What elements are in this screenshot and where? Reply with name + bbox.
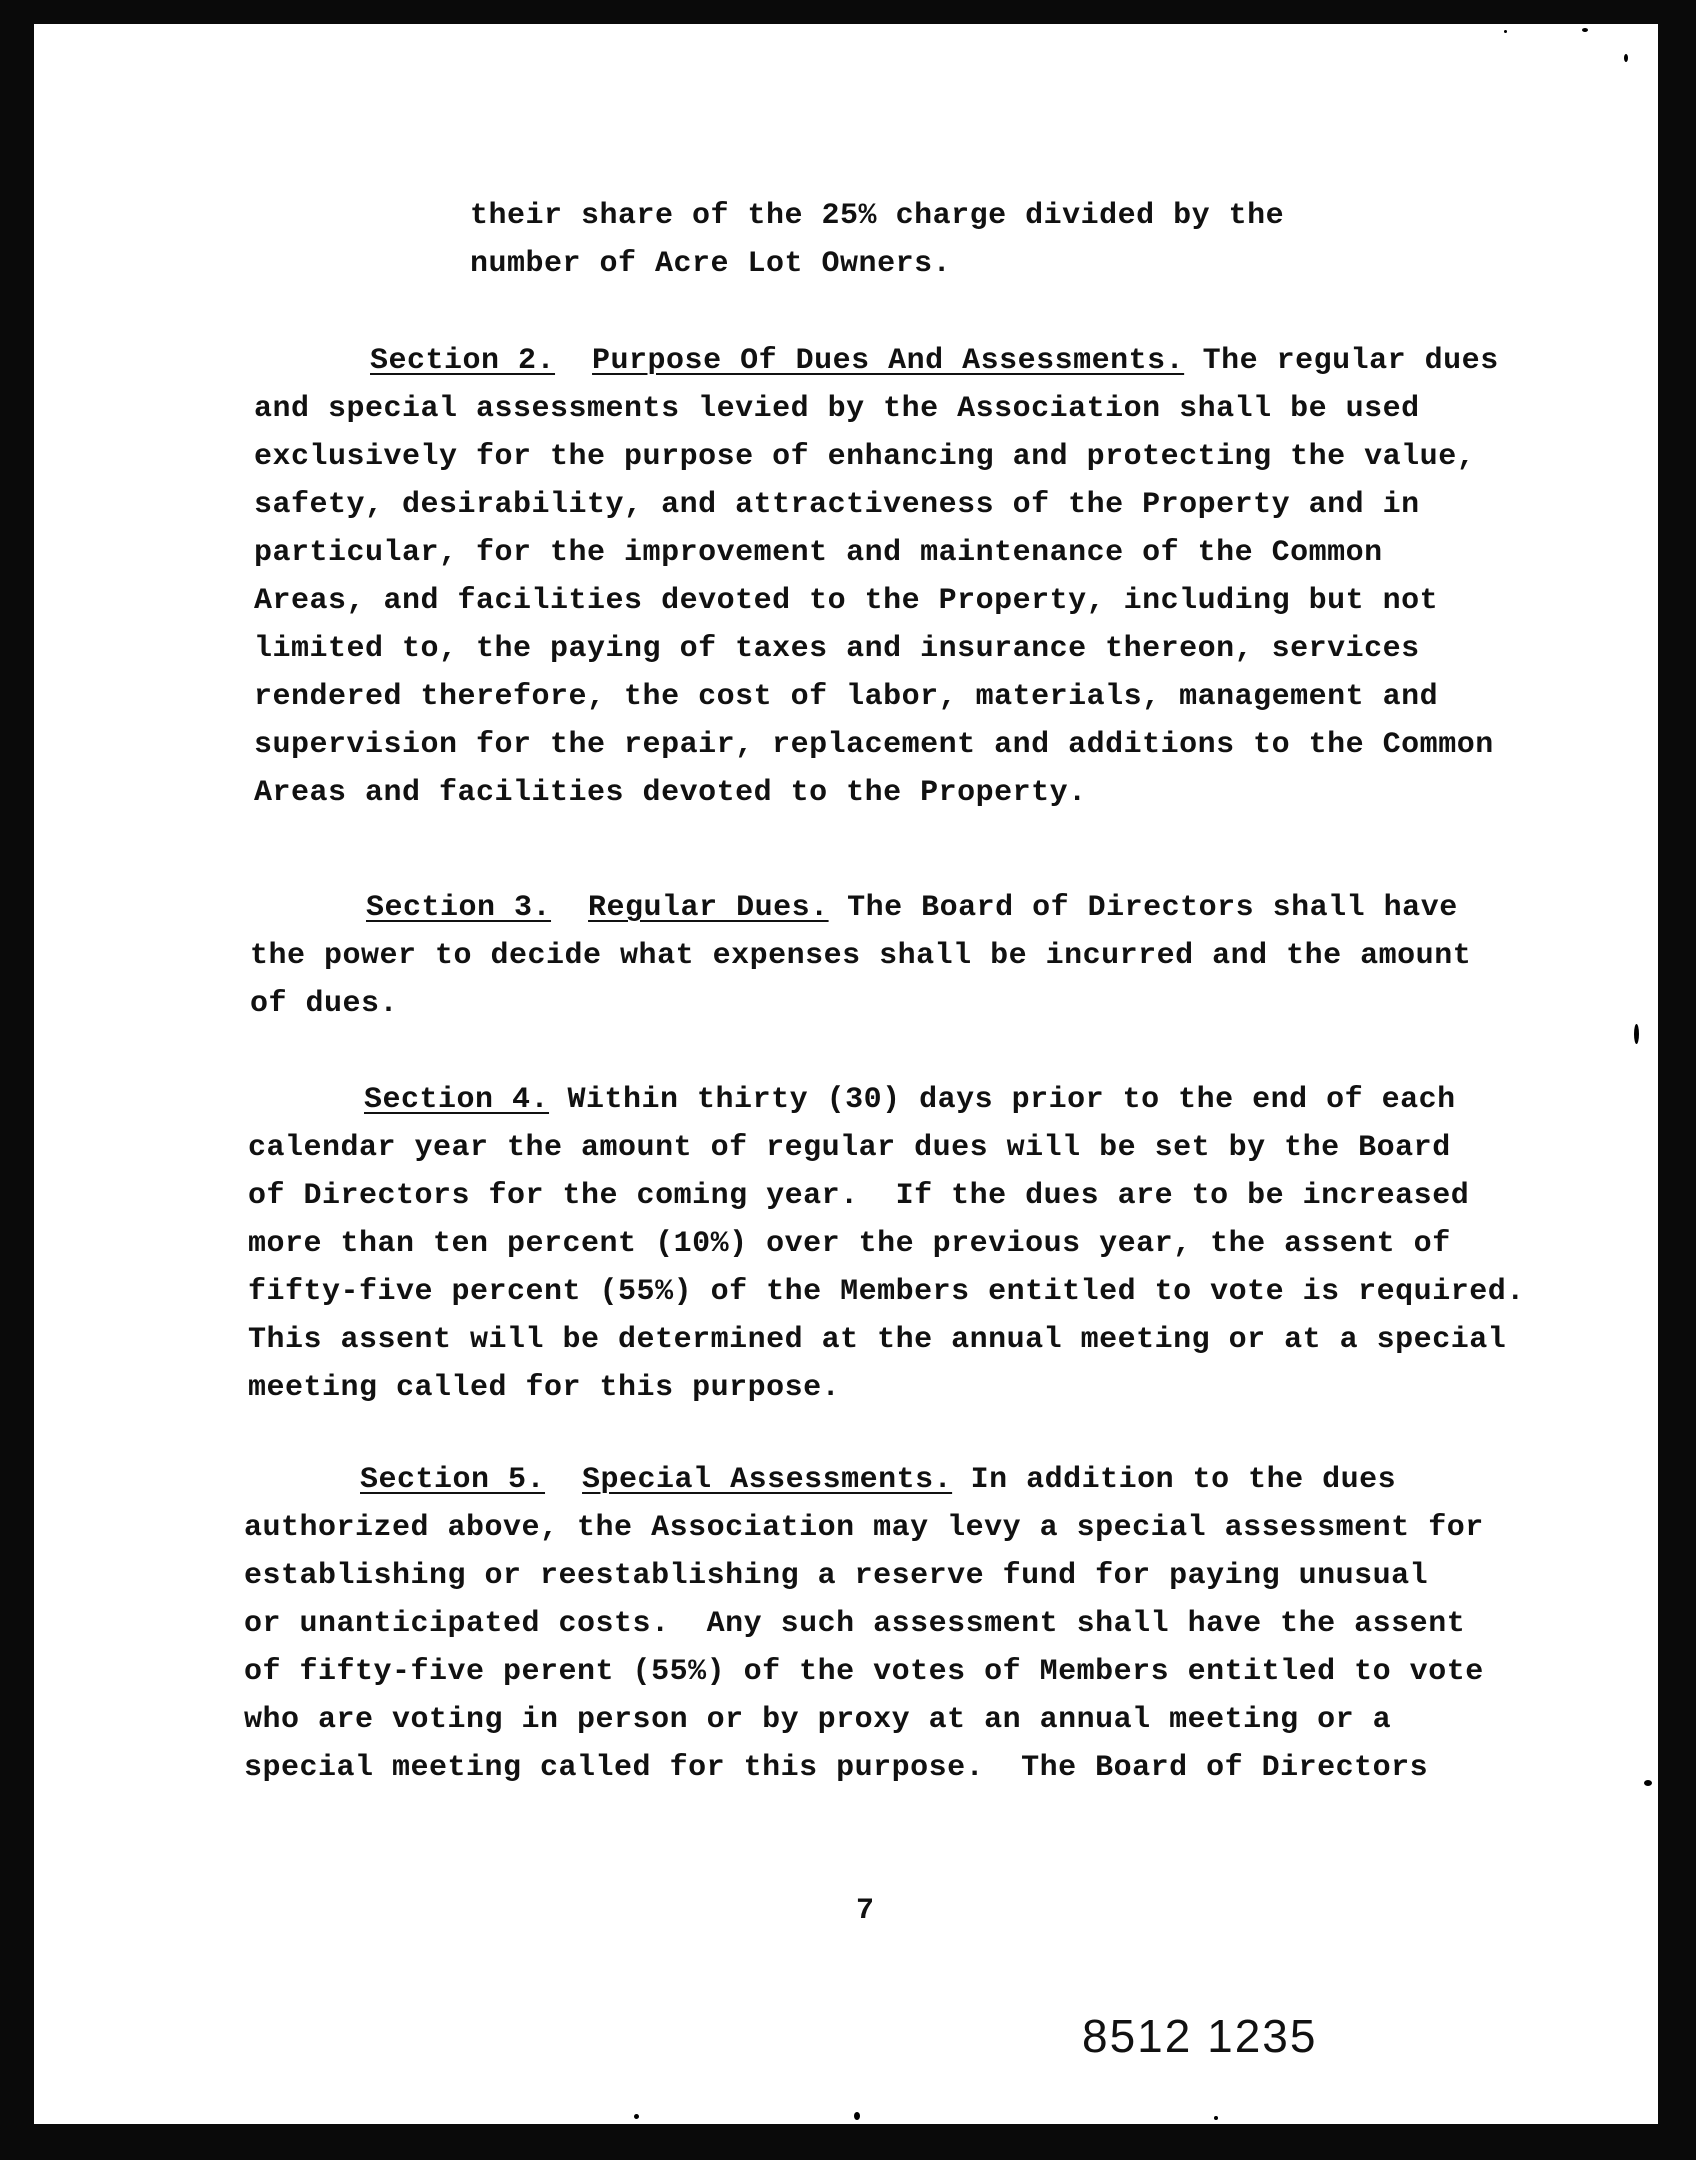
document-body [34, 24, 1658, 2124]
paragraph-line: exclusively for the purpose of enhancing and protecting the value, [254, 440, 1476, 474]
section-3-title: Regular Dues. [588, 891, 829, 925]
paragraph-line: who are voting in person or by proxy at an annual meeting or a [244, 1703, 1392, 1737]
paragraph-line: of fifty-five perent (55%) of the votes of Members entitled to vote [244, 1655, 1484, 1689]
section-4-heading-line [364, 1076, 1456, 1124]
section-5-label: Section 5. [360, 1463, 546, 1497]
section-2-heading-line [370, 337, 1499, 385]
scan-speck [1644, 1780, 1652, 1786]
scan-speck [1504, 30, 1507, 33]
scan-speck [1634, 1024, 1639, 1044]
section-5-lead: In addition to the dues [952, 1463, 1397, 1497]
section-5-title: Special Assessments. [582, 1463, 953, 1497]
paragraph-line: safety, desirability, and attractiveness of the Property and in [254, 488, 1420, 522]
scan-speck [1624, 54, 1628, 62]
paragraph-line: of Directors for the coming year. If the dues are to be increased [248, 1179, 1470, 1213]
paragraph-line: rendered therefore, the cost of labor, materials, management and [254, 680, 1439, 714]
paragraph-line: and special assessments levied by the Association shall be used [254, 392, 1420, 426]
section-4-lead: Within thirty (30) days prior to the end of each [549, 1083, 1456, 1117]
scan-speck [854, 2112, 860, 2120]
paragraph-line: Areas, and facilities devoted to the Property, including but not [254, 584, 1439, 618]
paragraph-line: of dues. [250, 987, 399, 1021]
document-code: 8512 1235 [1082, 2010, 1318, 2062]
paragraph-line: particular, for the improvement and maintenance of the Common [254, 536, 1383, 570]
section-3-lead: The Board of Directors shall have [828, 891, 1458, 925]
section-4-label: Section 4. [364, 1083, 550, 1117]
paragraph-line: meeting called for this purpose. [248, 1371, 841, 1405]
paragraph-line: Areas and facilities devoted to the Property. [254, 776, 1087, 810]
section-2-title: Purpose Of Dues And Assessments. [592, 344, 1185, 378]
paragraph-line: calendar year the amount of regular dues will be set by the Board [248, 1131, 1451, 1165]
paragraph-line: or unanticipated costs. Any such assessment shall have the assent [244, 1607, 1466, 1641]
scan-speck [634, 2114, 639, 2119]
section-3-label: Section 3. [366, 891, 552, 925]
paragraph-line: more than ten percent (10%) over the previous year, the assent of [248, 1227, 1451, 1261]
section-3-heading-line [366, 884, 1458, 932]
intro-line: their share of the 25% charge divided by the [470, 199, 1285, 233]
paragraph-line: special meeting called for this purpose. The Board of Directors [244, 1751, 1429, 1785]
page-number: 7 [856, 1894, 875, 1928]
document-page [34, 24, 1658, 2124]
paragraph-line: the power to decide what expenses shall be incurred and the amount [250, 939, 1472, 973]
paragraph-line: supervision for the repair, replacement and additions to the Common [254, 728, 1494, 762]
section-2-lead: The regular dues [1184, 344, 1499, 378]
paragraph-line: authorized above, the Association may levy a special assessment for [244, 1511, 1484, 1545]
paragraph-line: fifty-five percent (55%) of the Members entitled to vote is required. [248, 1275, 1525, 1309]
scan-speck [1582, 28, 1588, 32]
section-5-heading-line [360, 1456, 1396, 1504]
intro-line: number of Acre Lot Owners. [470, 247, 952, 281]
section-2-label: Section 2. [370, 344, 556, 378]
paragraph-line: establishing or reestablishing a reserve fund for paying unusual [244, 1559, 1429, 1593]
scan-speck [1214, 2116, 1218, 2120]
paragraph-line: This assent will be determined at the annual meeting or at a special [248, 1323, 1507, 1357]
paragraph-line: limited to, the paying of taxes and insurance thereon, services [254, 632, 1420, 666]
